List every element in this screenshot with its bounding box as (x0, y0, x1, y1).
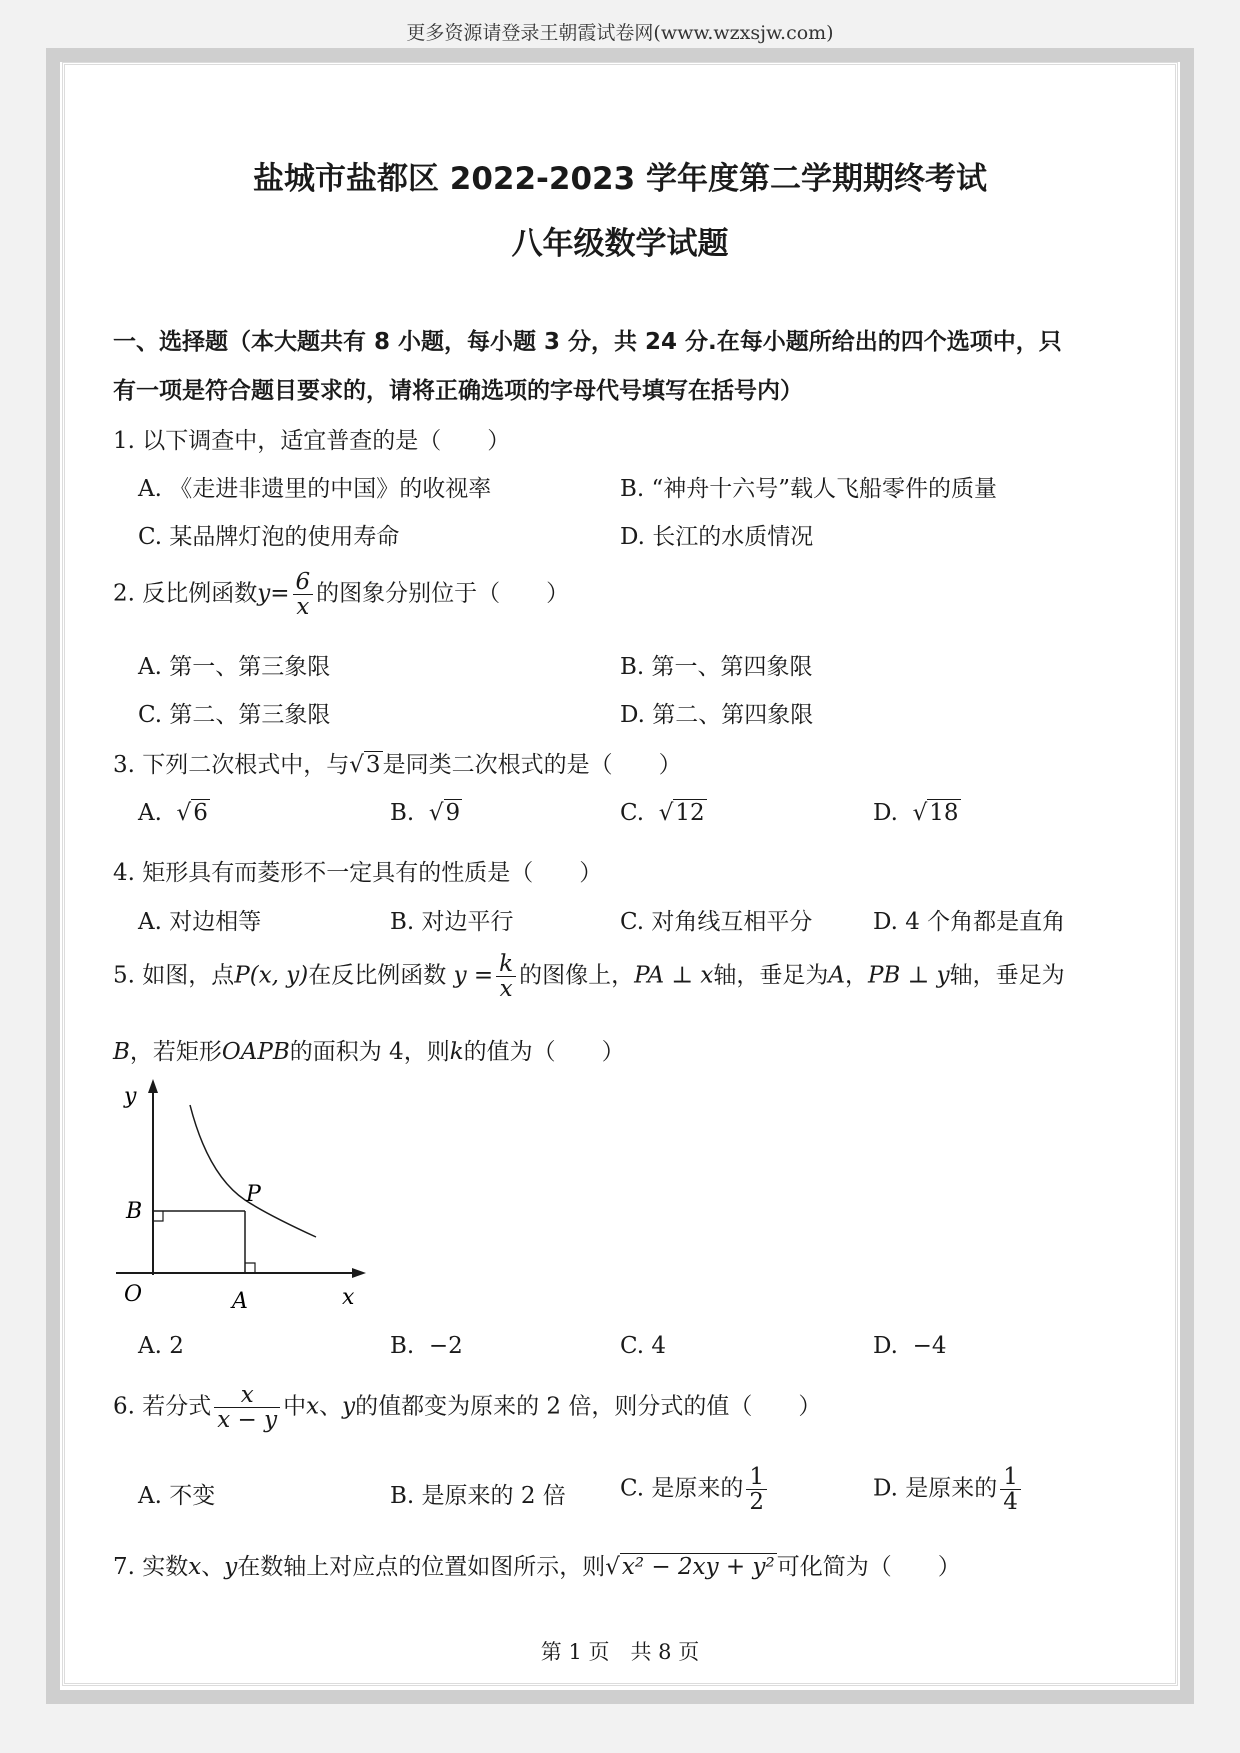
q3-option-d-radicand: 18 (929, 800, 959, 826)
q3-option-a-radicand: 6 (193, 800, 208, 826)
q5-rectangle-name: OAPB (221, 1039, 290, 1065)
question-6-stem (113, 1383, 821, 1432)
question-1-option-a: A. 《走进非遗里的中国》的收视率 (138, 476, 492, 502)
q6-option-d-numerator: 1 (1000, 1465, 1021, 1490)
q3-suffix: 是同类二次根式的是（ ） (382, 752, 682, 778)
q5-text-6: 轴，垂足为 (949, 962, 1065, 989)
q7-sqrt: √x² − 2xy + y² (605, 1554, 775, 1580)
question-2-stem (113, 570, 569, 619)
question-6-option-c (620, 1465, 770, 1514)
right-angle-a (245, 1263, 255, 1273)
question-3-option-d (873, 800, 961, 826)
q2-suffix: 的图象分别位于（ ） (316, 580, 570, 607)
question-3-option-c (620, 800, 707, 826)
q2-fraction-denominator: x (296, 594, 310, 621)
question-6-option-b: B. 是原来的 2 倍 (390, 1483, 566, 1509)
question-5-option-d (873, 1333, 946, 1359)
q5-fraction-numerator: k (496, 952, 516, 977)
q7-suffix: 可化简为（ ） (776, 1554, 961, 1580)
q6-prefix: 6. 若分式 (113, 1393, 212, 1420)
question-3-stem (113, 746, 682, 779)
q6-sep: 、 (319, 1393, 343, 1420)
q7-x: x (188, 1554, 202, 1580)
q6-fraction-denominator: x − y (217, 1407, 278, 1434)
q7-y: y (224, 1554, 238, 1580)
q6-option-d-fraction (1000, 1465, 1021, 1514)
question-4-option-c: C. 对角线互相平分 (620, 909, 813, 935)
q3-option-d-label: D. (873, 800, 898, 826)
question-4-stem: 4. 矩形具有而菱形不一定具有的性质是（ ） (113, 860, 603, 886)
q3-sqrt: √3 (349, 752, 381, 778)
question-6-option-a: A. 不变 (138, 1483, 216, 1509)
question-3-option-b (390, 800, 462, 826)
q3-option-b-sqrt: √9 (428, 800, 461, 826)
label-a: A (232, 1289, 248, 1314)
q5-text-3: 的图像上， (519, 962, 635, 989)
question-4-option-d: D. 4 个角都是直角 (873, 909, 1066, 935)
q5-option-b-label: B. (390, 1333, 415, 1359)
q3-option-c-sqrt: √12 (658, 800, 705, 826)
q6-option-c-denominator: 2 (749, 1489, 765, 1516)
q6-option-d-text: D. 是原来的 (873, 1475, 998, 1502)
question-1-option-b: B. “神舟十六号”载人飞船零件的质量 (620, 476, 998, 502)
question-5-stem-line2 (113, 1033, 625, 1066)
question-2-option-b: B. 第一、第四象限 (620, 654, 813, 680)
section-heading-line1: 一、选择题（本大题共有 8 小题，每小题 3 分，共 24 分.在每小题所给出的四个选项中，只 (113, 329, 1062, 355)
question-5-option-a: A. 2 (138, 1333, 184, 1359)
q3-option-c-label: C. (620, 800, 645, 826)
q6-x: x (306, 1393, 320, 1420)
question-7-stem (113, 1548, 961, 1581)
q5-perp-pb: PB ⊥ y (867, 962, 950, 989)
q5-fraction (496, 952, 516, 1001)
q7-sep: 、 (201, 1554, 225, 1580)
q6-option-c-numerator: 1 (746, 1465, 767, 1490)
q3-option-d-sqrt: √18 (912, 800, 959, 826)
question-5-option-b (390, 1333, 463, 1359)
q5-graph (108, 1075, 378, 1315)
q3-option-b-label: B. (390, 800, 415, 826)
question-2-option-c: C. 第二、第三象限 (138, 702, 331, 728)
q7-prefix: 7. 实数 (113, 1554, 189, 1580)
question-1-stem: 1. 以下调查中，适宜普查的是（ ） (113, 428, 511, 454)
question-1-option-c: C. 某品牌灯泡的使用寿命 (138, 524, 400, 550)
question-4-option-a: A. 对边相等 (138, 909, 262, 935)
question-4-option-b: B. 对边平行 (390, 909, 514, 935)
question-6-option-d (873, 1465, 1024, 1514)
q5-text-2: 在反比例函数 (308, 962, 447, 989)
q3-prefix: 3. 下列二次根式中，与 (113, 752, 350, 778)
q5-function-var: y = (453, 962, 494, 989)
label-o: O (124, 1282, 143, 1307)
q6-option-c-fraction (746, 1465, 767, 1514)
q5-text-7: ，若矩形 (129, 1039, 222, 1065)
exam-title: 盐城市盐都区 2022-2023 学年度第二学期期终考试 (252, 161, 987, 197)
q5-fraction-denominator: x (499, 976, 513, 1003)
question-3-option-a (138, 800, 210, 826)
question-1-option-d: D. 长江的水质情况 (620, 524, 814, 550)
q2-variable: y= (257, 580, 290, 607)
q6-option-d-denominator: 4 (1003, 1489, 1018, 1516)
q6-mid: 中 (283, 1393, 307, 1420)
label-y: y (124, 1084, 137, 1109)
section-heading-line2: 有一项是符合题目要求的，请将正确选项的字母代号填写在括号内） (113, 378, 803, 404)
q3-option-a-sqrt: √6 (176, 800, 208, 826)
q5-text-5: ， (844, 962, 868, 989)
q5-k: k (449, 1039, 464, 1065)
question-2-option-a: A. 第一、第三象限 (138, 654, 331, 680)
header-note: 更多资源请登录王朝霞试卷网(www.wzxsjw.com) (406, 22, 834, 44)
right-angle-b (153, 1211, 163, 1221)
q2-fraction-numerator: 6 (293, 570, 314, 595)
q3-option-b-radicand: 9 (445, 800, 461, 826)
q5-point-p: P(x, y) (234, 962, 309, 989)
question-5-stem-line1 (113, 952, 1065, 1001)
label-x: x (342, 1285, 355, 1310)
q2-prefix: 2. 反比例函数 (113, 580, 258, 607)
q2-fraction (293, 570, 314, 619)
q5-text-8: 的面积为 4，则 (289, 1039, 450, 1065)
q6-y: y (342, 1393, 356, 1420)
page-footer: 第 1 页 共 8 页 (540, 1640, 700, 1664)
exam-subtitle: 八年级数学试题 (511, 226, 729, 262)
q6-fraction-numerator: x (214, 1383, 280, 1408)
q5-option-d-value: −4 (912, 1333, 947, 1359)
hyperbola-curve (190, 1105, 316, 1237)
q3-option-a-label: A. (138, 800, 162, 826)
y-axis-arrow (148, 1079, 158, 1093)
label-p: P (246, 1182, 261, 1207)
x-axis-arrow (352, 1268, 366, 1278)
q6-suffix: 的值都变为原来的 2 倍，则分式的值（ ） (355, 1393, 822, 1420)
q5-option-b-value: −2 (428, 1333, 463, 1359)
q3-radicand: 3 (365, 752, 381, 778)
q5-text-9: 的值为（ ） (463, 1039, 625, 1065)
q5-text-4: 轴，垂足为 (713, 962, 829, 989)
q5-foot-a: A (828, 962, 845, 989)
question-5-option-c: C. 4 (620, 1333, 667, 1359)
q5-foot-b: B (113, 1039, 130, 1065)
q7-radicand: x² − 2xy + y² (621, 1554, 775, 1580)
question-2-option-d: D. 第二、第四象限 (620, 702, 814, 728)
q7-mid: 在数轴上对应点的位置如图所示，则 (237, 1554, 606, 1580)
q6-fraction (214, 1383, 280, 1432)
label-b: B (126, 1199, 143, 1224)
q5-option-d-label: D. (873, 1333, 898, 1359)
q5-perp-pa: PA ⊥ x (634, 962, 714, 989)
q6-option-c-text: C. 是原来的 (620, 1475, 744, 1502)
q3-option-c-radicand: 12 (675, 800, 705, 826)
q5-text-1: 5. 如图，点 (113, 962, 235, 989)
